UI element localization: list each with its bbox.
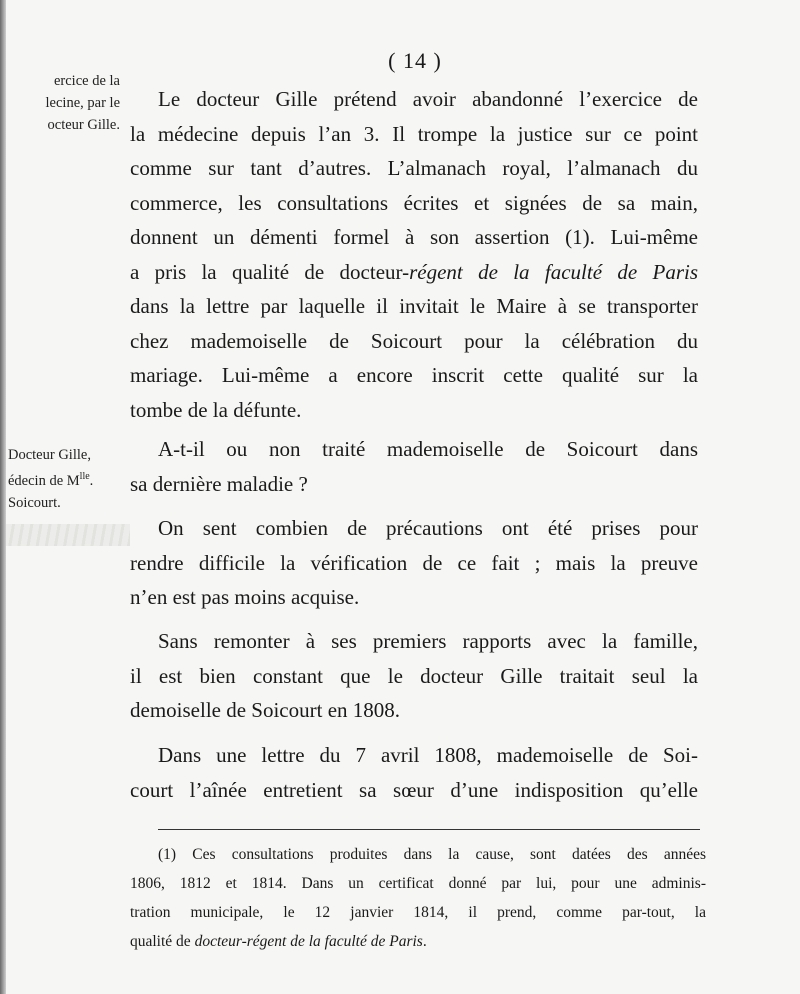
margin-note-line: octeur Gille. — [47, 117, 120, 133]
text-line: commerce, les consultations écrites et signées de sa main, — [130, 190, 698, 215]
footnote-rule — [158, 829, 700, 830]
text-line: la médecine depuis l’an 3. Il trompe la justice sur ce point — [130, 121, 698, 146]
text-line: A-t-il ou non traité mademoiselle de Soicourt dans — [158, 437, 698, 461]
paragraph-letter — [130, 738, 698, 807]
margin-note-line: Docteur Gille, — [8, 447, 91, 463]
paragraph-question — [130, 432, 698, 501]
text-line: mariage. Lui-même a encore inscrit cette qualité sur la — [130, 363, 698, 387]
torn-margin — [6, 524, 130, 546]
footnote-line: tration municipale, le 12 janvier 1814, il prend, comme par-tout, la — [130, 904, 706, 921]
margin-note-line: lecine, par le — [45, 95, 120, 111]
text-line: n’en est pas moins acquise. — [130, 585, 360, 609]
margin-note-exercise — [2, 70, 120, 136]
text-line: On sent combien de précautions ont été prises pour — [158, 516, 698, 540]
text-line: rendre difficile la vérification de ce fait ; mais la preuve — [130, 550, 698, 575]
text-line: il est bien constant que le docteur Gille traitait seul la — [130, 663, 698, 688]
text-line-with-italic: a pris la qualité de docteur-régent de la faculté de Paris — [130, 259, 699, 284]
italic-phrase: docteur-régent de la faculté de Paris — [194, 933, 423, 950]
margin-note-line: édecin de $M^{lle}$. — [8, 471, 94, 489]
page-number: ( 14 ) — [388, 48, 442, 73]
margin-note-line: Soicourt. — [8, 495, 61, 511]
paragraph-exercise — [130, 82, 698, 427]
text-line: Sans remonter à ses premiers rapports avec la famille, — [158, 629, 698, 653]
paragraph-relations — [130, 624, 698, 728]
margin-note-line: ercice de la — [53, 73, 120, 89]
text-line: tombe de la défunte. — [130, 397, 302, 422]
text-line: sa dernière maladie ? — [130, 471, 308, 496]
paragraph-precautions — [130, 511, 698, 615]
footnote-line: 1806, 1812 et 1814. Dans un certificat donné par lui, pour une adminis- — [130, 875, 706, 892]
footnote-line-with-italic: qualité de docteur-régent de la faculté de Paris. — [130, 933, 427, 950]
superscript: lle — [79, 471, 90, 482]
italic-phrase: régent de la faculté de Paris — [409, 259, 699, 284]
text-line: demoiselle de Soicourt en 1808. — [130, 698, 401, 722]
text-line: Dans une lettre du 7 avril 1808, mademoiselle de Soi- — [158, 743, 698, 767]
text-line: Le docteur Gille prétend avoir abandonné l’exercice de — [158, 87, 698, 111]
text-line: comme sur tant d’autres. L’almanach royal, l’almanach du — [130, 156, 698, 180]
text-line: donnent un démenti formel à son assertion (1). Lui-même — [130, 225, 698, 249]
text-line: dans la lettre par laquelle il invitait le Maire à se transporter — [130, 294, 698, 318]
text-line: chez mademoiselle de Soicourt pour la célébration du — [130, 328, 698, 353]
text-line: court l’aînée entretient sa sœur d’une indisposition qu’elle — [130, 777, 698, 802]
footnote — [130, 840, 706, 956]
margin-note-physician — [8, 444, 126, 514]
footnote-line: (1) Ces consultations produites dans la cause, sont datées des années — [158, 846, 706, 863]
page-spine-shadow — [0, 0, 6, 994]
